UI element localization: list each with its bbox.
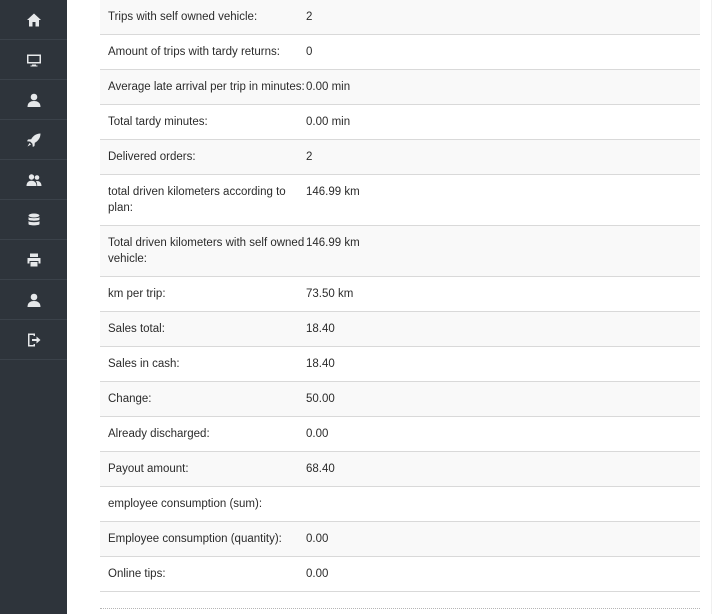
- user-icon: [26, 292, 42, 308]
- row-label: Employee consumption (quantity):: [108, 533, 282, 545]
- row-label: Total tardy minutes:: [108, 116, 208, 128]
- table-row: [100, 382, 700, 417]
- sidebar: [0, 0, 67, 614]
- row-value: 2: [306, 151, 313, 163]
- row-value: 68.40: [306, 463, 335, 475]
- row-label: total driven kilometers according to plan:: [108, 186, 286, 214]
- row-label: Already discharged:: [108, 428, 210, 440]
- trip-summary: [100, 0, 700, 592]
- row-value: 146.99 km: [306, 237, 360, 249]
- row-value: 18.40: [306, 323, 335, 335]
- row-label: km per trip:: [108, 288, 166, 300]
- logout-icon: [26, 332, 42, 348]
- table-row: [100, 175, 700, 226]
- table-row: [100, 277, 700, 312]
- sidebar-item-rocket[interactable]: [0, 120, 67, 160]
- row-value: 0.00: [306, 568, 329, 580]
- table-row: [100, 70, 700, 105]
- sidebar-item-database[interactable]: [0, 200, 67, 240]
- row-label: Total driven kilometers with self owned vehicle:: [108, 237, 305, 265]
- table-row: [100, 226, 700, 277]
- row-value: 0.00 min: [306, 116, 351, 128]
- sidebar-item-user[interactable]: [0, 80, 67, 120]
- users-icon: [26, 172, 42, 188]
- sidebar-item-users[interactable]: [0, 160, 67, 200]
- row-value: [306, 487, 700, 522]
- table-row: [100, 557, 700, 592]
- scrollbar[interactable]: [711, 0, 722, 614]
- user-icon: [26, 92, 42, 108]
- row-label: Trips with self owned vehicle:: [108, 11, 258, 23]
- table-row: [100, 140, 700, 175]
- row-value: 0: [306, 46, 313, 58]
- row-label: Change:: [108, 393, 152, 405]
- sidebar-item-profile[interactable]: [0, 280, 67, 320]
- row-value: 0.00 min: [306, 81, 351, 93]
- home-icon: [26, 12, 42, 28]
- row-label: Payout amount:: [108, 463, 189, 475]
- table-row: [100, 105, 700, 140]
- rocket-icon: [26, 132, 42, 148]
- row-label: Average late arrival per trip in minutes:: [108, 81, 305, 93]
- sidebar-item-logout[interactable]: [0, 320, 67, 360]
- database-icon: [26, 212, 42, 228]
- row-label: Amount of trips with tardy returns:: [108, 46, 280, 58]
- row-label: Delivered orders:: [108, 151, 196, 163]
- row-value: 73.50 km: [306, 288, 354, 300]
- table-row: [100, 35, 700, 70]
- row-value: 2: [306, 11, 313, 23]
- row-label: Sales in cash:: [108, 358, 180, 370]
- row-value: 0.00: [306, 428, 329, 440]
- row-value: 50.00: [306, 393, 335, 405]
- printer-icon: [26, 252, 42, 268]
- sidebar-item-printer[interactable]: [0, 240, 67, 280]
- table-row: [100, 347, 700, 382]
- divider: [100, 608, 700, 609]
- row-value: 18.40: [306, 358, 335, 370]
- monitor-icon: [26, 52, 42, 68]
- row-label: Sales total:: [108, 323, 165, 335]
- sidebar-item-home[interactable]: [0, 0, 67, 40]
- row-value: 0.00: [306, 533, 329, 545]
- table-row: [100, 452, 700, 487]
- row-label: Online tips:: [108, 568, 166, 580]
- table-row: [100, 312, 700, 347]
- summary-table: [100, 0, 700, 592]
- sidebar-item-monitor[interactable]: [0, 40, 67, 80]
- table-row: [100, 0, 700, 35]
- table-row: [100, 522, 700, 557]
- row-label: employee consumption (sum):: [108, 498, 263, 510]
- table-row: [100, 487, 700, 522]
- row-value: 146.99 km: [306, 186, 360, 198]
- table-row: [100, 417, 700, 452]
